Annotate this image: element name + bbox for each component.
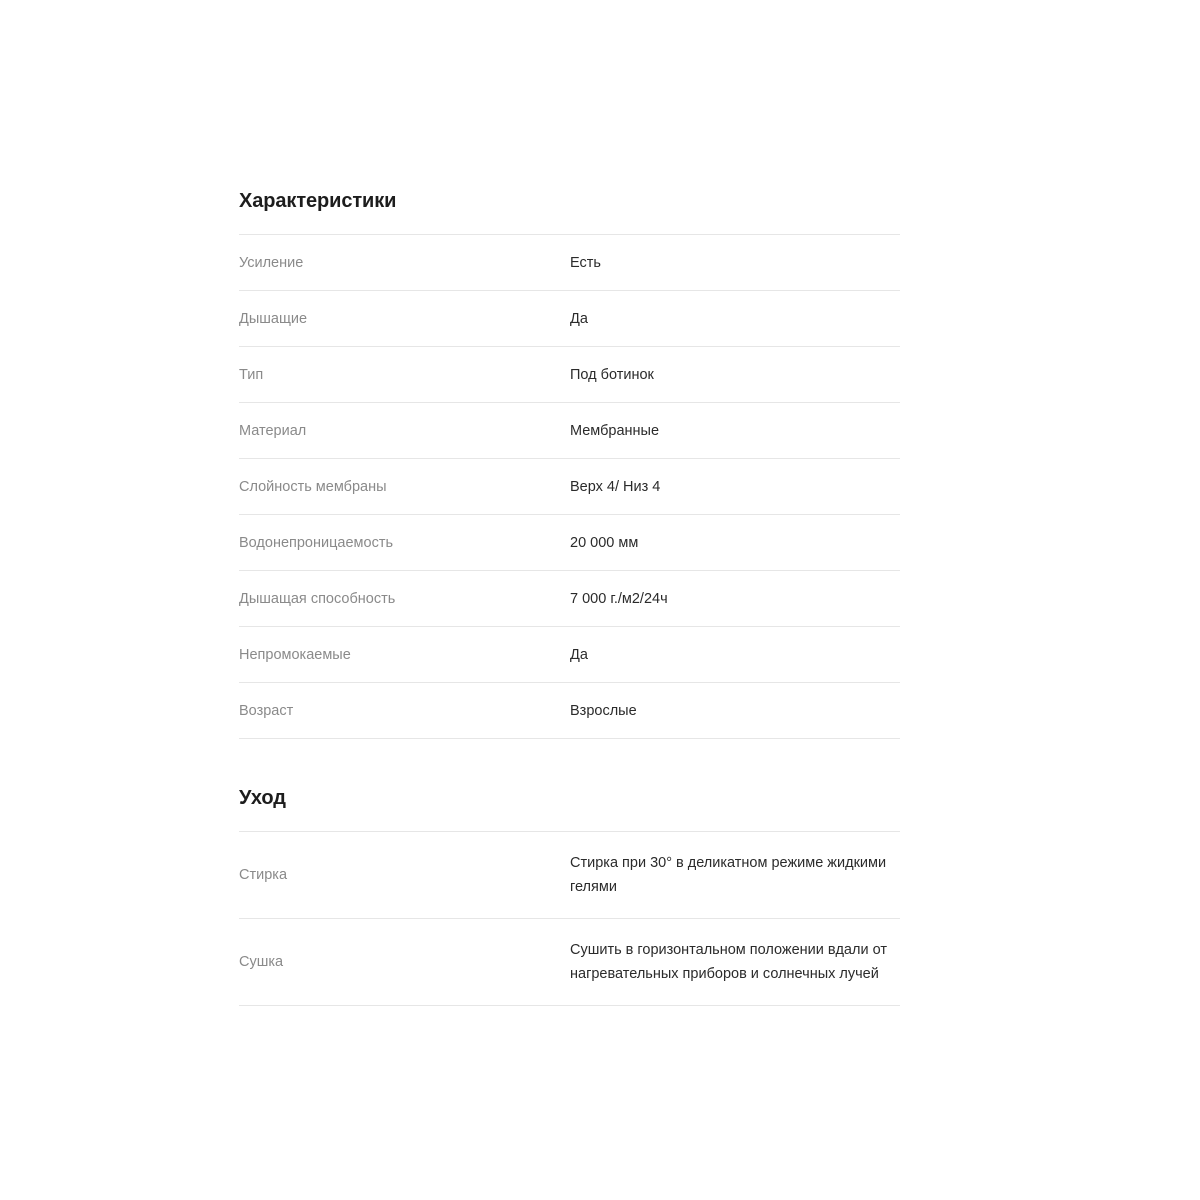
table-row: [239, 571, 900, 627]
spec-value: Сушить в горизонтальном положении вдали от нагревательных приборов и солнечных лучей: [570, 942, 887, 982]
section-characteristics: [239, 188, 900, 739]
table-row: [239, 683, 900, 739]
section-title-characteristics: Характеристики: [239, 190, 397, 212]
spec-value: Да: [570, 647, 588, 663]
section-title-care: Уход: [239, 787, 286, 809]
table-row: [239, 919, 900, 1006]
spec-value: Под ботинок: [570, 367, 654, 383]
characteristics-table: [239, 234, 900, 739]
spec-label: Усиление: [239, 255, 304, 271]
spec-value: 20 000 мм: [570, 535, 639, 551]
spec-value: Есть: [570, 255, 601, 271]
table-row: [239, 347, 900, 403]
spec-label: Дышащая способность: [239, 591, 396, 607]
spec-label: Непромокаемые: [239, 647, 351, 663]
table-row: [239, 291, 900, 347]
table-row: [239, 459, 900, 515]
spec-value: Стирка при 30° в деликатном режиме жидкими гелями: [570, 855, 887, 895]
care-table: [239, 831, 900, 1006]
spec-label: Слойность мембраны: [239, 479, 387, 495]
table-row: [239, 627, 900, 683]
spec-label: Водонепроницаемость: [239, 535, 394, 551]
spec-value: 7 000 г./м2/24ч: [570, 591, 668, 607]
table-row: [239, 515, 900, 571]
spec-label: Возраст: [239, 703, 294, 719]
table-row: [239, 235, 900, 291]
spec-value: Мембранные: [570, 423, 660, 439]
spec-label: Сушка: [239, 954, 284, 970]
spec-value: Да: [570, 311, 588, 327]
table-row: [239, 403, 900, 459]
table-row: [239, 832, 900, 919]
spec-label: Тип: [239, 367, 264, 383]
spec-label: Материал: [239, 423, 307, 439]
spec-value: Взрослые: [570, 703, 637, 719]
section-care: [239, 785, 900, 1006]
details-content: [239, 188, 900, 1006]
spec-label: Дышащие: [239, 311, 308, 327]
spec-value: Верх 4/ Низ 4: [570, 479, 661, 495]
spec-label: Стирка: [239, 867, 288, 883]
